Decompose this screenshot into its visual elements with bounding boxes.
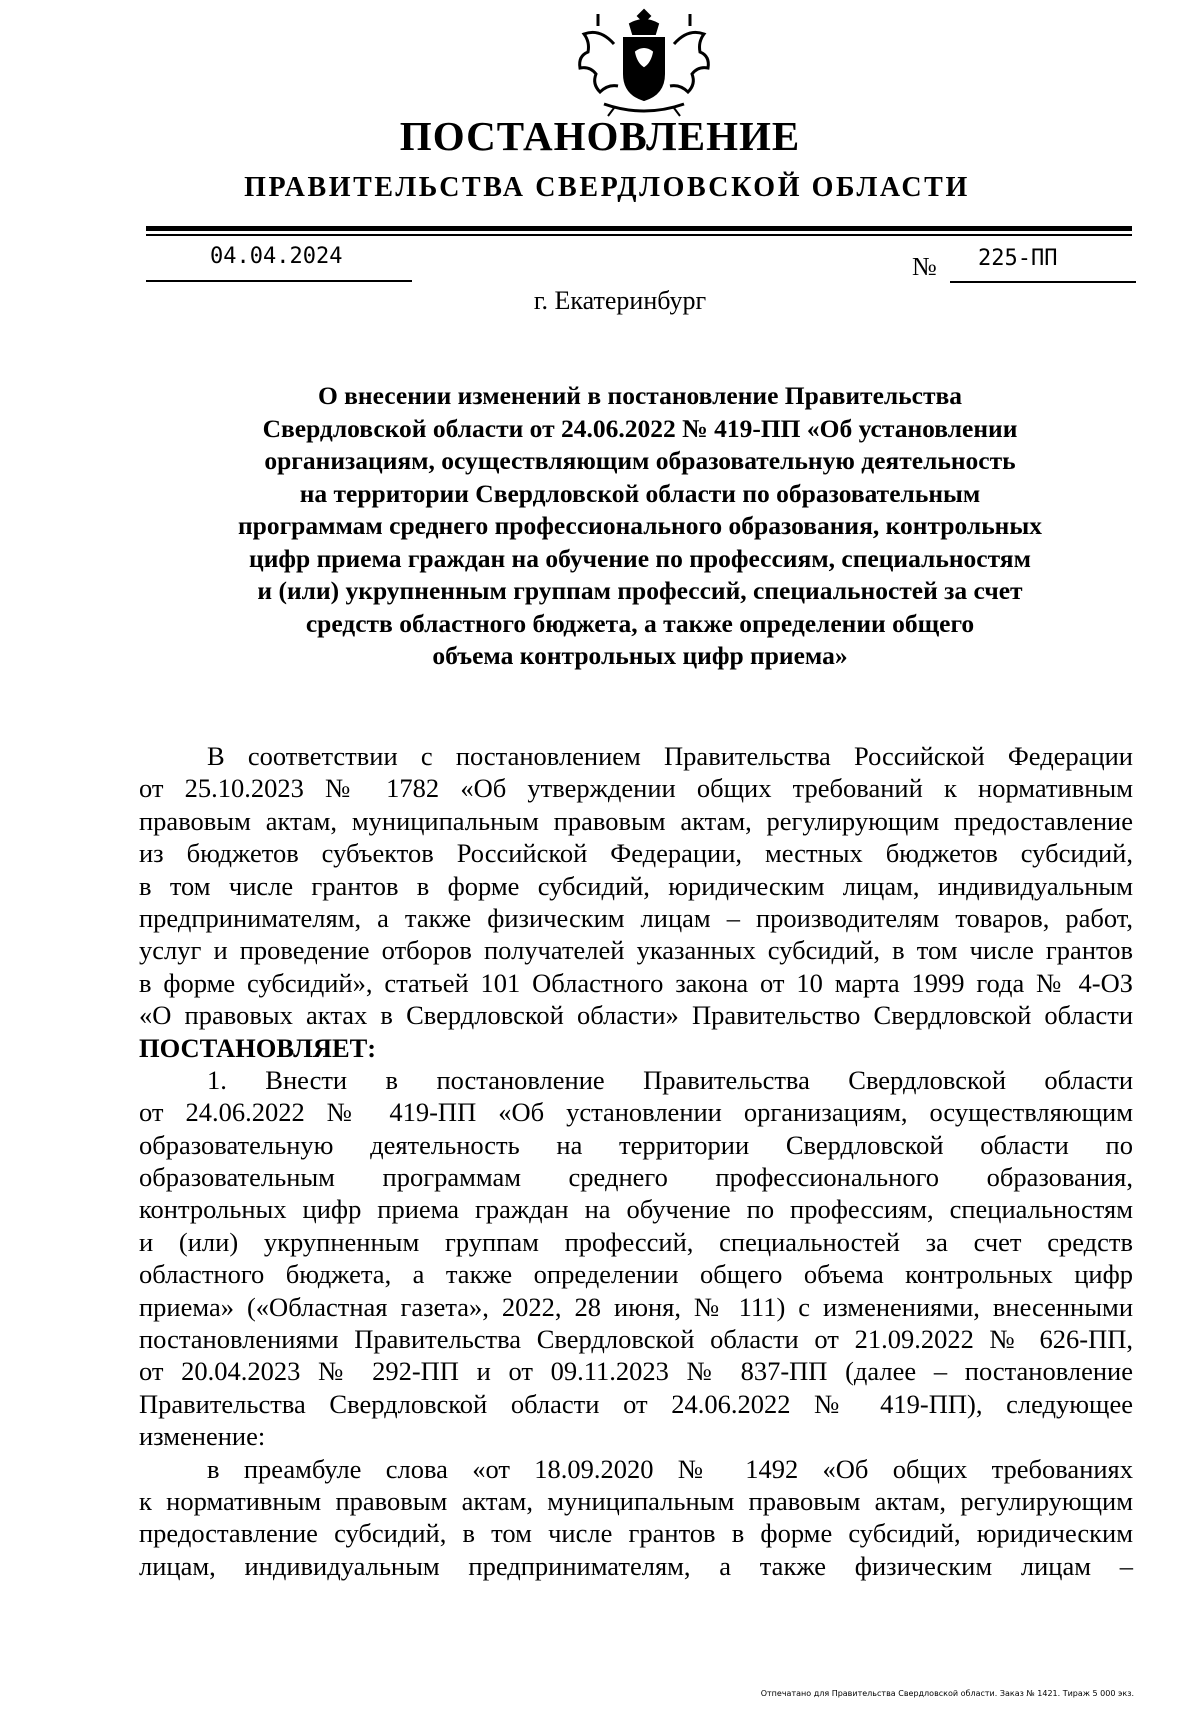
body-line: «О правовых актах в Свердловской области» Правительство Свердловской области xyxy=(139,1000,1133,1031)
body-line: образовательным программам среднего профессионального образования, xyxy=(139,1162,1133,1193)
heading-line: средств областного бюджета, а также определении общего xyxy=(305,608,975,638)
body-line: 1. Внести в постановление Правительства Свердловской области xyxy=(207,1064,1133,1095)
body-line: образовательную деятельность на территории Свердловской области по xyxy=(139,1129,1133,1160)
body-line: предпринимателям, а также физическим лицам – производителям товаров, работ, xyxy=(139,902,1133,933)
body-line: областного бюджета, а также определении общего объема контрольных цифр xyxy=(139,1259,1133,1290)
body-line: лицам, индивидуальным предпринимателям, а также физическим лицам – xyxy=(139,1550,1133,1581)
body-line: от 20.04.2023 № 292-ПП и от 09.11.2023 № 837-ПП (далее – постановление xyxy=(139,1356,1133,1387)
number-sign: № xyxy=(912,252,937,281)
body-line: услуг и проведение отборов получателей указанных субсидий, в том числе грантов xyxy=(139,935,1133,966)
document-city: г. Екатеринбург xyxy=(533,286,707,315)
print-imprint: Отпечатано для Правительства Свердловской области. Заказ № 1421. Тираж 5 000 экз. xyxy=(760,1689,1134,1698)
body-line: Правительства Свердловской области от 24.06.2022 № 419-ПП), следующее xyxy=(139,1388,1133,1419)
body-line: В соответствии с постановлением Правительства Российской Федерации xyxy=(207,741,1133,771)
body-line: предоставление субсидий, в том числе грантов в форме субсидий, юридическим xyxy=(139,1518,1133,1549)
heading-line: организациям, осуществляющим образовательную деятельность xyxy=(264,446,1016,475)
heading-line: и (или) укрупненным группам профессий, специальностей за счет xyxy=(257,576,1023,605)
body-line: изменение: xyxy=(139,1421,266,1452)
heading-line: Свердловской области от 24.06.2022 № 419-ПП «Об установлении xyxy=(262,413,1018,443)
body-line: в преамбуле слова «от 18.09.2020 № 1492 «Об общих требованиях xyxy=(207,1453,1133,1484)
date-underline xyxy=(146,280,412,282)
document-type-title: ПОСТАНОВЛЕНИЕ xyxy=(399,113,801,159)
resolution-keyword: ПОСТАНОВЛЯЕТ: xyxy=(139,1032,377,1063)
header-divider-thick xyxy=(146,226,1132,231)
body-line: в том числе грантов в форме субсидий, юридическим лицам, индивидуальным xyxy=(139,870,1133,901)
body-line: в форме субсидий», статьей 101 Областного закона от 10 марта 1999 года № 4-ОЗ xyxy=(139,967,1133,998)
heading-line: на территории Свердловской области по образовательным xyxy=(299,478,981,508)
heading-line: объема контрольных цифр приема» xyxy=(432,641,848,670)
body-line: к нормативным правовым актам, муниципальным правовым актам, регулирующим xyxy=(139,1485,1133,1516)
body-line: постановлениями Правительства Свердловской области от 21.09.2022 № 626-ПП, xyxy=(139,1324,1133,1355)
document-date: 04.04.2024 xyxy=(210,244,343,269)
heading-line: программам среднего профессионального образования, контрольных xyxy=(237,511,1043,540)
body-line: контрольных цифр приема граждан на обучение по профессиям, специальностям xyxy=(139,1194,1133,1225)
heading-line: О внесении изменений в постановление Правительства xyxy=(317,381,963,410)
body-line: правовым актам, муниципальным правовым актам, регулирующим предоставление xyxy=(139,805,1133,836)
document-number: 225-ПП xyxy=(978,246,1058,271)
heading-line: цифр приема граждан на обучение по профессиям, специальностям xyxy=(249,543,1031,573)
body-line: от 25.10.2023 № 1782 «Об утверждении общих требований к нормативным xyxy=(139,773,1133,804)
number-underline xyxy=(950,281,1136,283)
body-line: от 24.06.2022 № 419-ПП «Об установлении организациям, осуществляющим xyxy=(139,1097,1133,1128)
document-heading xyxy=(160,380,1120,673)
body-line: из бюджетов субъектов Российской Федерации, местных бюджетов субсидий, xyxy=(139,838,1133,869)
issuer-title: ПРАВИТЕЛЬСТВА СВЕРДЛОВСКОЙ ОБЛАСТИ xyxy=(244,172,970,203)
header-divider-thin xyxy=(146,234,1132,236)
body-line: приема» («Областная газета», 2022, 28 июня, № 111) с изменениями, внесенными xyxy=(139,1291,1133,1322)
document-body xyxy=(139,740,1133,1582)
coat-of-arms-icon xyxy=(574,8,714,120)
body-line: и (или) укрупненным группам профессий, специальностей за счет средств xyxy=(139,1226,1133,1257)
